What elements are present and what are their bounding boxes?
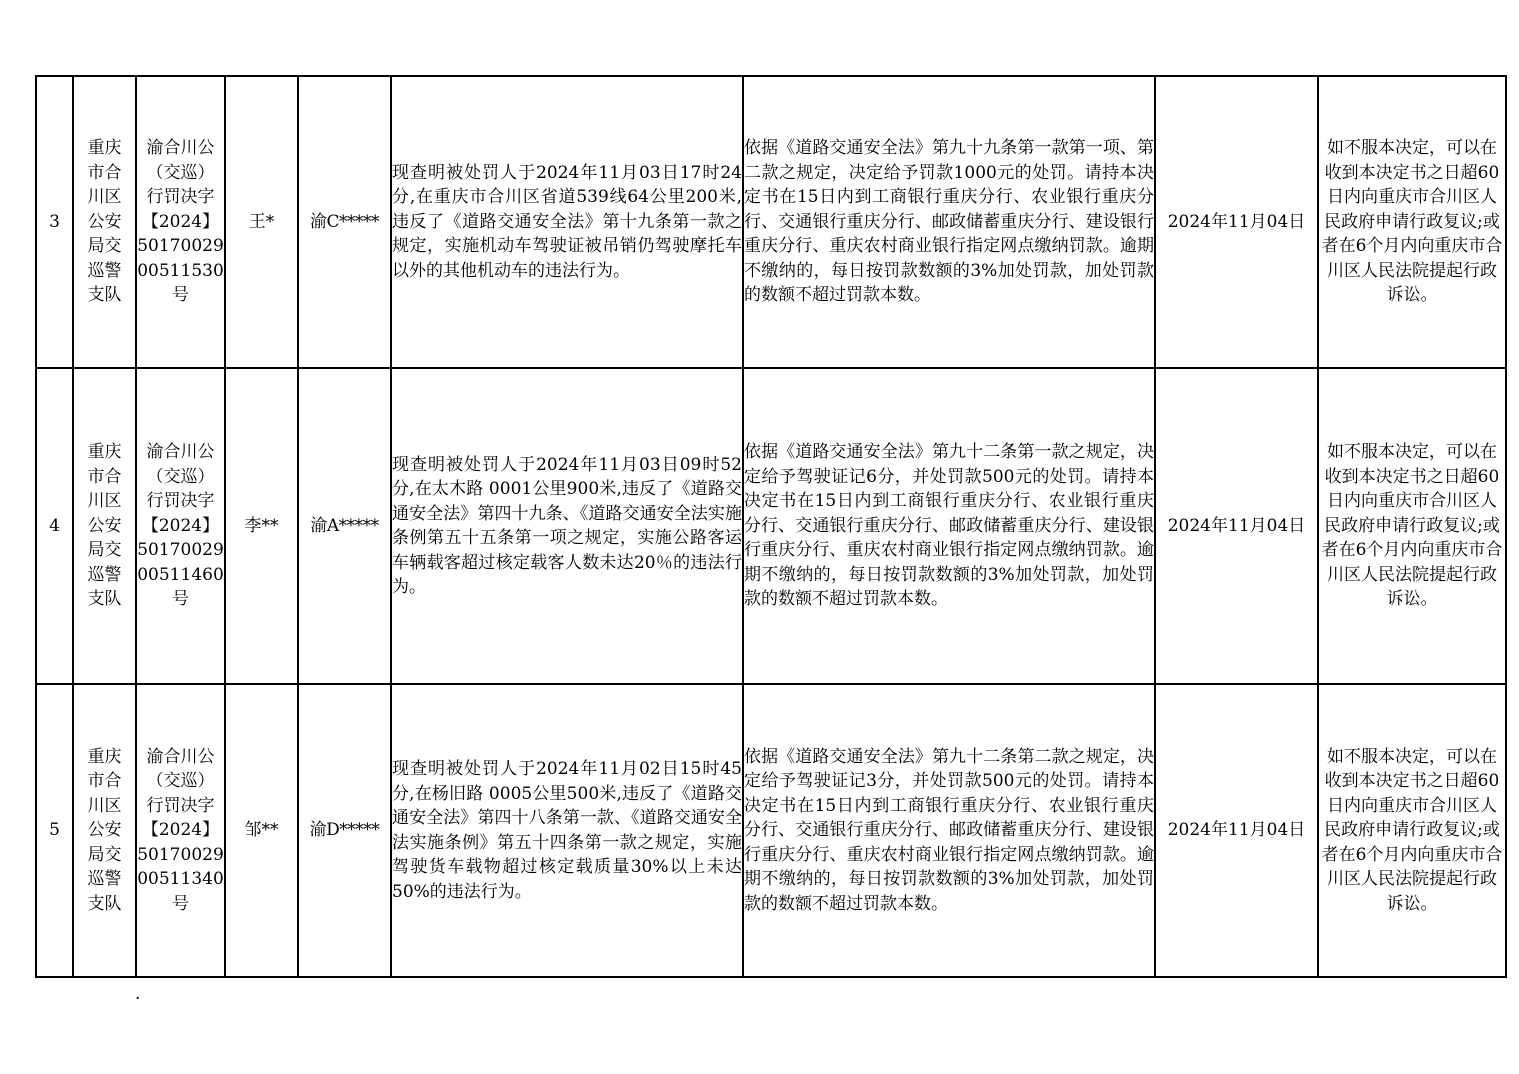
issuing-agency (73, 684, 136, 977)
decision-number-line: 【2024】 (141, 515, 220, 536)
issuing-agency (73, 76, 136, 368)
decision-date: 2024年11月04日 (1155, 684, 1318, 977)
offender-name: 王* (225, 76, 298, 368)
decision-number-line: （交巡） (146, 162, 215, 183)
decision-number-line: （交巡） (146, 771, 215, 792)
decision-number-line: 行罚决字 (146, 491, 215, 512)
violation-facts: 现查明被处罚人于2024年11月03日17时24分,在重庆市合川区省道539线64公里200米,违反了《道路交通安全法》第十九条第一款之规定，实施机动车驾驶证被吊销仍驾驶摩托车以外的其他机动车的违法行为。 (391, 76, 743, 368)
agency-line: 支队 (87, 285, 122, 306)
decision-number-line: 【2024】 (141, 820, 220, 841)
table-row (36, 368, 1506, 684)
agency-line: 川区 (87, 187, 122, 208)
offender-name: 李** (225, 368, 298, 684)
agency-line: 局交 (87, 844, 122, 865)
agency-line: 巡警 (87, 260, 122, 281)
decision-number-line: 50170029 (137, 236, 224, 257)
decision-number (136, 368, 225, 684)
agency-line: 川区 (87, 795, 122, 816)
decision-number-line: 渝合川公 (146, 138, 215, 159)
agency-line: 支队 (87, 589, 122, 610)
agency-line: 重庆 (87, 746, 122, 767)
plate-number: 渝C***** (298, 76, 391, 368)
agency-line: 市合 (87, 466, 122, 487)
agency-line: 市合 (87, 771, 122, 792)
violation-facts: 现查明被处罚人于2024年11月02日15时45分,在杨旧路 0005公里500米,违反了《道路交通安全法》第四十八条第一款、《道路交通安全法实施条例》第五十四条第一款之规定，实施驾驶货车载物超过核定载质量30%以上未达50%的违法行为。 (391, 684, 743, 977)
plate-number: 渝D***** (298, 684, 391, 977)
decision-number-line: 【2024】 (141, 211, 220, 232)
table-row (36, 684, 1506, 977)
legal-remedy: 如不服本决定，可以在收到本决定书之日超60日内向重庆市合川区人民政府申请行政复议;或者在6个月内向重庆市合川区人民法院提起行政诉讼。 (1318, 684, 1506, 977)
decision-number-line: 00511340 (137, 869, 224, 890)
decision-number-line: 00511530 (137, 260, 224, 281)
penalty-basis: 依据《道路交通安全法》第九十二条第二款之规定，决定给予驾驶证记3分，并处罚款500元的处罚。请持本决定书在15日内到工商银行重庆分行、农业银行重庆分行、交通银行重庆分行、邮政储蓄重庆分行、建设银行重庆分行、重庆农村商业银行指定网点缴纳罚款。逾期不缴纳的，每日按罚款数额的3%加处罚款，加处罚款的数额不超过罚款本数。 (743, 684, 1155, 977)
decision-date: 2024年11月04日 (1155, 368, 1318, 684)
agency-line: 重庆 (87, 138, 122, 159)
row-number: 3 (36, 76, 73, 368)
agency-line: 局交 (87, 540, 122, 561)
agency-line: 巡警 (87, 564, 122, 585)
decision-number (136, 684, 225, 977)
footer-mark: . (135, 984, 141, 1004)
agency-line: 支队 (87, 893, 122, 914)
decision-number-line: 50170029 (137, 844, 224, 865)
row-number: 4 (36, 368, 73, 684)
issuing-agency (73, 368, 136, 684)
decision-date: 2024年11月04日 (1155, 76, 1318, 368)
decision-number-line: 50170029 (137, 540, 224, 561)
decision-number (136, 76, 225, 368)
agency-line: 市合 (87, 162, 122, 183)
row-number: 5 (36, 684, 73, 977)
decision-number-line: 00511460 (137, 564, 224, 585)
agency-line: 重庆 (87, 442, 122, 463)
decision-number-line: （交巡） (146, 466, 215, 487)
agency-line: 公安 (87, 515, 122, 536)
agency-line: 局交 (87, 236, 122, 257)
table-row (36, 76, 1506, 368)
decision-number-line: 号 (172, 285, 189, 306)
plate-number: 渝A***** (298, 368, 391, 684)
penalty-table (35, 75, 1507, 978)
decision-number-line: 渝合川公 (146, 442, 215, 463)
legal-remedy: 如不服本决定，可以在收到本决定书之日超60日内向重庆市合川区人民政府申请行政复议;或者在6个月内向重庆市合川区人民法院提起行政诉讼。 (1318, 368, 1506, 684)
offender-name: 邹** (225, 684, 298, 977)
decision-number-line: 号 (172, 589, 189, 610)
agency-line: 巡警 (87, 869, 122, 890)
decision-number-line: 行罚决字 (146, 187, 215, 208)
agency-line: 公安 (87, 820, 122, 841)
decision-number-line: 号 (172, 893, 189, 914)
agency-line: 公安 (87, 211, 122, 232)
penalty-basis: 依据《道路交通安全法》第九十九条第一款第一项、第二款之规定，决定给予罚款1000元的处罚。请持本决定书在15日内到工商银行重庆分行、农业银行重庆分行、交通银行重庆分行、邮政储蓄重庆分行、建设银行重庆分行、重庆农村商业银行指定网点缴纳罚款。逾期不缴纳的，每日按罚款数额的3%加处罚款，加处罚款的数额不超过罚款本数。 (743, 76, 1155, 368)
penalty-basis: 依据《道路交通安全法》第九十二条第一款之规定，决定给予驾驶证记6分，并处罚款500元的处罚。请持本决定书在15日内到工商银行重庆分行、农业银行重庆分行、交通银行重庆分行、邮政储蓄重庆分行、建设银行重庆分行、重庆农村商业银行指定网点缴纳罚款。逾期不缴纳的，每日按罚款数额的3%加处罚款，加处罚款的数额不超过罚款本数。 (743, 368, 1155, 684)
decision-number-line: 渝合川公 (146, 746, 215, 767)
violation-facts: 现查明被处罚人于2024年11月03日09时52分,在太木路 0001公里900米,违反了《道路交通安全法》第四十九条、《道路交通安全法实施条例第五十五条第一项之规定，实施公路客运车辆载客超过核定载客人数未达20％的违法行为。 (391, 368, 743, 684)
legal-remedy: 如不服本决定，可以在收到本决定书之日超60日内向重庆市合川区人民政府申请行政复议;或者在6个月内向重庆市合川区人民法院提起行政诉讼。 (1318, 76, 1506, 368)
agency-line: 川区 (87, 491, 122, 512)
decision-number-line: 行罚决字 (146, 795, 215, 816)
